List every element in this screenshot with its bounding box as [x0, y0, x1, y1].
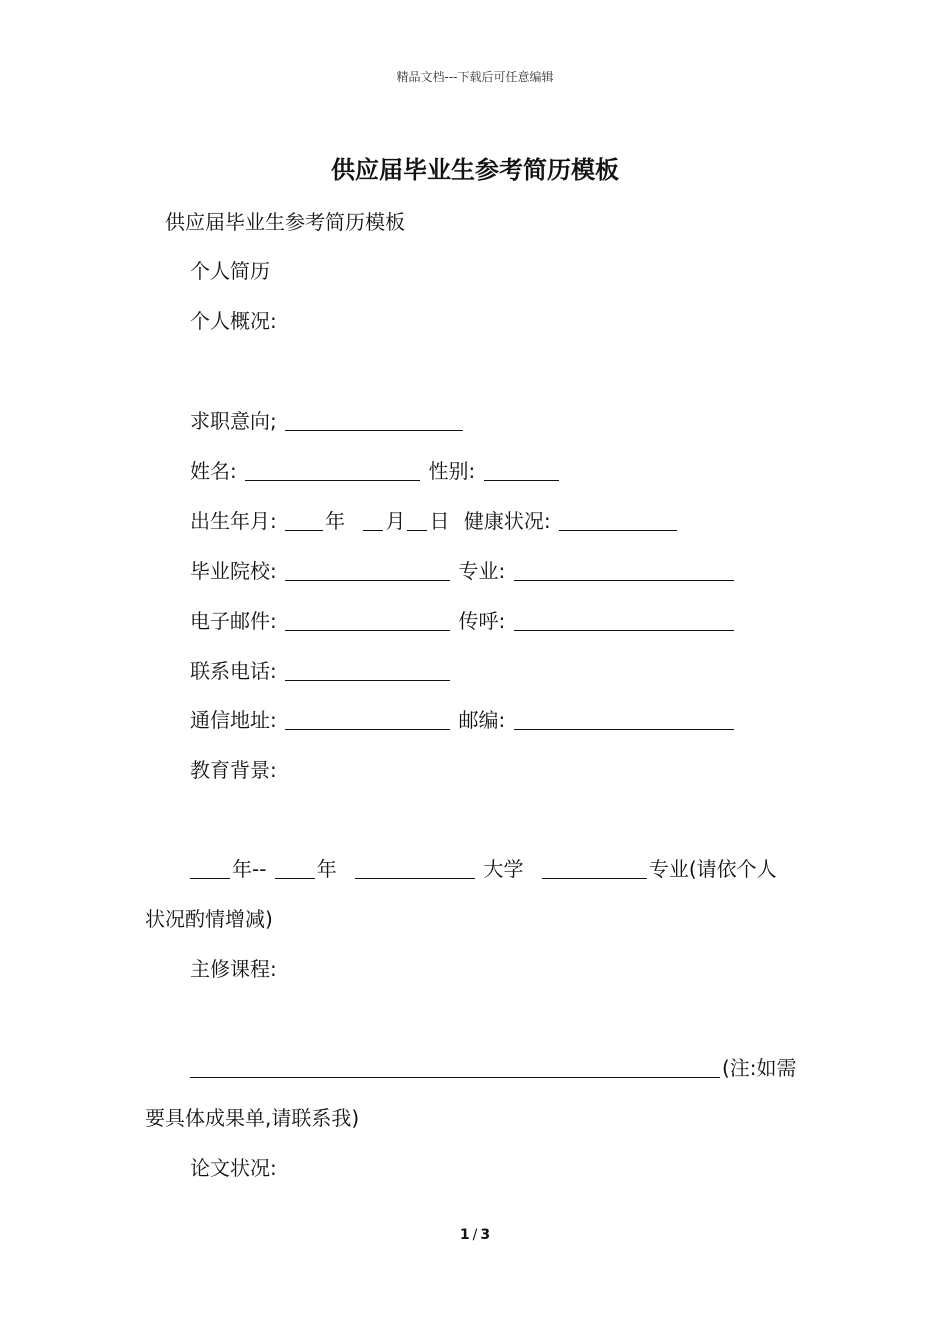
phone-label: 联系电话:: [190, 659, 277, 683]
email-field[interactable]: [285, 610, 450, 631]
courses-note-continued: 要具体成果单,请联系我): [145, 1106, 360, 1130]
education-heading: 教育背景:: [190, 758, 277, 782]
birth-label: 出生年月:: [190, 509, 277, 533]
edu-major-note: 专业(请依个人: [648, 857, 777, 881]
university-label: 大学: [483, 857, 524, 881]
major-label: 专业:: [458, 559, 506, 583]
edu-start-year-unit: 年--: [232, 857, 267, 881]
health-label: 健康状况:: [463, 509, 551, 533]
birth-year-field[interactable]: [285, 510, 323, 531]
courses-field[interactable]: [190, 1057, 720, 1078]
page-total: 3: [480, 1227, 491, 1243]
school-major-row: [190, 557, 736, 585]
pager-label: 传呼:: [458, 609, 506, 633]
courses-row: [190, 1054, 797, 1082]
birth-day-unit: 日: [429, 509, 450, 533]
university-field[interactable]: [355, 858, 475, 879]
birth-month-unit: 月: [385, 509, 406, 533]
pager-field[interactable]: [514, 610, 734, 631]
edu-major-field[interactable]: [542, 858, 647, 879]
edu-end-year-field[interactable]: [275, 858, 315, 879]
postcode-label: 邮编:: [458, 708, 506, 732]
name-gender-row: [190, 457, 561, 485]
document-title: 供应届毕业生参考简历模板: [331, 155, 619, 184]
email-pager-row: [190, 607, 736, 635]
section-resume: 个人简历: [190, 259, 270, 283]
page-number: [0, 1227, 950, 1243]
page-current: 1: [459, 1227, 470, 1243]
school-label: 毕业院校:: [190, 559, 277, 583]
edu-start-year-field[interactable]: [190, 858, 230, 879]
gender-field[interactable]: [484, 460, 559, 481]
health-field[interactable]: [559, 510, 677, 531]
name-field[interactable]: [245, 460, 420, 481]
gender-label: 性别:: [428, 459, 476, 483]
address-field[interactable]: [285, 709, 450, 730]
job-intent-field[interactable]: [285, 410, 463, 431]
edu-end-year-unit: 年: [316, 857, 337, 881]
education-row: [190, 855, 777, 883]
postcode-field[interactable]: [514, 709, 734, 730]
page-separator: /: [472, 1227, 478, 1243]
thesis-heading: 论文状况:: [190, 1156, 277, 1180]
courses-heading: 主修课程:: [190, 957, 277, 981]
birth-month-field[interactable]: [363, 510, 383, 531]
email-label: 电子邮件:: [190, 609, 277, 633]
phone-field[interactable]: [285, 660, 450, 681]
major-field[interactable]: [514, 560, 734, 581]
education-note-continued: 状况酌情增减): [145, 907, 273, 931]
section-overview: 个人概况:: [190, 309, 277, 333]
phone-row: [190, 657, 452, 685]
job-intent-row: [190, 407, 465, 435]
name-label: 姓名:: [190, 459, 237, 483]
courses-note: (注:如需: [722, 1056, 797, 1080]
address-label: 通信地址:: [190, 708, 277, 732]
school-field[interactable]: [285, 560, 450, 581]
birth-day-field[interactable]: [407, 510, 427, 531]
address-postcode-row: [190, 706, 736, 734]
page-header: 精品文档---下载后可任意编辑: [396, 70, 554, 84]
document-subtitle: 供应届毕业生参考简历模板: [165, 210, 405, 234]
job-intent-label: 求职意向;: [190, 409, 277, 433]
birth-health-row: [190, 507, 679, 535]
birth-year-unit: 年: [325, 509, 346, 533]
